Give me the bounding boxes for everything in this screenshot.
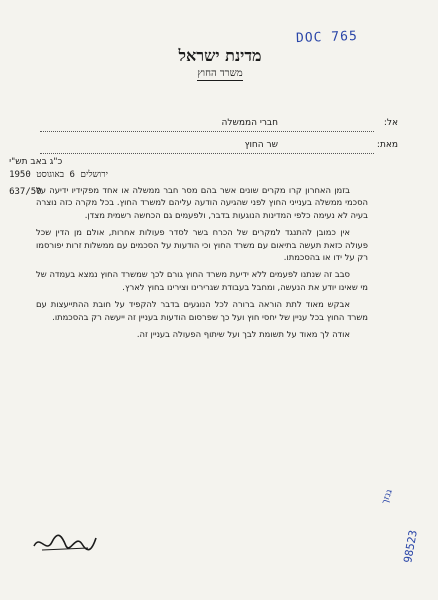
ministry-name: משרד החוץ — [197, 68, 243, 79]
handwritten-file-number: 98523 — [401, 529, 420, 564]
handwritten-document-code: DOC 765 — [295, 28, 359, 47]
sender-line — [40, 153, 374, 154]
body-paragraph: אודה לך מאוד על תשומת לבך ועל שיתוף הפעולה בעניין זה. — [136, 329, 350, 340]
sender-row — [40, 140, 398, 154]
state-title: מדינת ישראל — [178, 46, 262, 65]
archive-stamp: גנזך — [380, 488, 395, 506]
reference-number: 637/50 — [9, 187, 42, 197]
body-paragraph: סבב זה שנתנו לפעמים ללא ידיעת משרד החוץ גורם לכך שמשרד החוץ נמצא בעמדה של מי שאינו יודע את הנעשה, ומחבל בעבודת שגרירינו וצירינו בחוץ לארץ. — [36, 269, 368, 292]
hebrew-date: כ"ג באב תש"י — [9, 157, 63, 167]
body-paragraph: אבקש מאוד לתת הוראה ברורה לכל הנוגעים בדבר להקפיד על חובת ההתייעצות עם משרד החוץ בכל עניין של יחסי חוץ ועל כך שפרסום הודעות בעניין זה ייעשה רק בהסכמתו. — [36, 299, 368, 322]
handwritten-signature — [30, 528, 100, 558]
from-label: מאת: — [376, 140, 398, 150]
body-paragraph: בזמן האחרון קרו מקרים שונים אשר בהם מסר חבר ממשלה או אחד מפקידיו ידיעה על הסכמי ממשלה בענייני החוץ לפני שהגיעה הודעה עליהם למשרד החוץ. בכל מקרה כזה נוצרה בעיה לא נעימה כלפי המדינות הנוגעות בדבר, ולפעמים גם הכחשה רשמית מצדן. — [36, 185, 368, 220]
to-label: אל: — [383, 118, 398, 128]
from-value: שר החוץ — [244, 140, 278, 150]
letter-body — [36, 184, 368, 345]
gregorian-date: ירושלים 6 באוגוסט 1950 — [9, 170, 108, 180]
body-paragraph: אין כמובן להתנגד למקרים של הכרח בשר לסדר פעולות אחרות, אולם מן הדין שכל פעולה כזאת תעשה בתיאום עם משרד החוץ וכי הודעות על הסכמים עם ממשלות זרות יפורסמו רק על ידו או בהסכמתו. — [36, 227, 368, 263]
addressee-line — [40, 131, 374, 132]
addressee-row — [40, 118, 398, 132]
to-value: חברי הממשלה — [221, 118, 278, 128]
